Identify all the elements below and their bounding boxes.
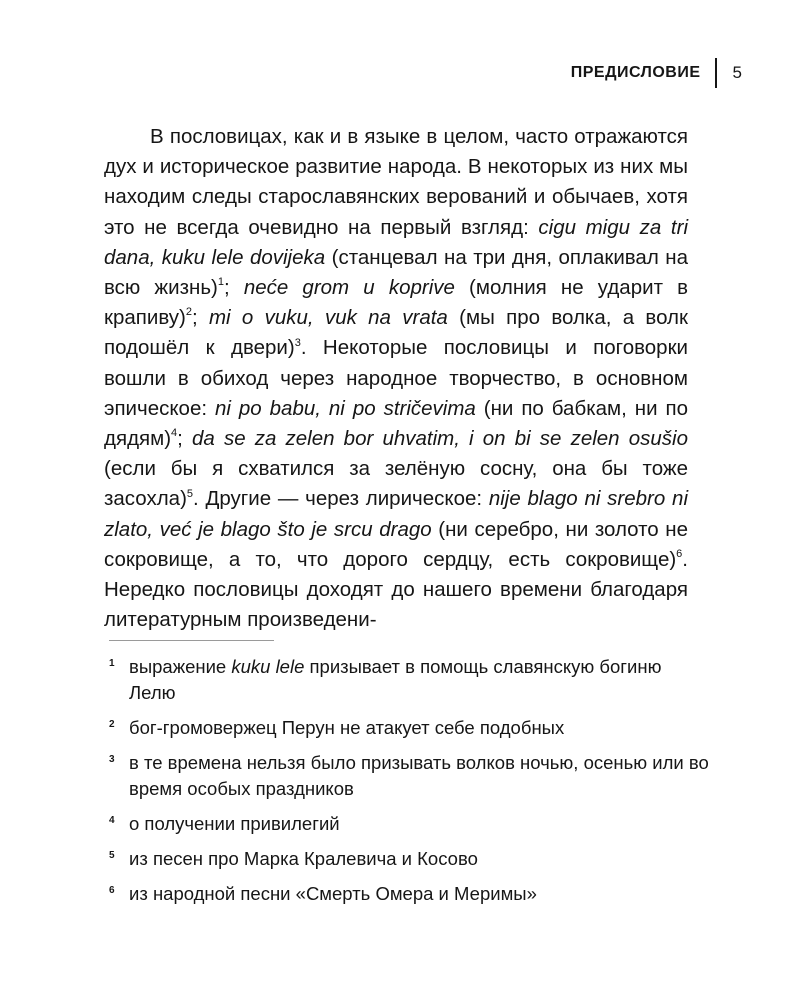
footnote-number: 4	[109, 815, 115, 826]
footnote-text: в те времена нельзя было призывать волков ночью, осенью или во время особых праздников	[129, 752, 709, 799]
footnote-text-part: выражение	[129, 656, 232, 677]
footnote-text-part: призывает в помощь славянскую богиню Лелю	[129, 656, 662, 703]
chapter-title: ПРЕДИСЛОВИЕ	[570, 64, 701, 81]
footnote-ref: 4	[171, 427, 178, 440]
footnote-number: 1	[109, 658, 115, 669]
body-text: (мы про волка, а волк подошёл к двери)	[104, 306, 688, 360]
header-divider	[715, 58, 717, 88]
footnote-text: о получении привилегий	[129, 813, 340, 834]
footnote	[109, 811, 709, 837]
footnote-text	[129, 654, 709, 706]
footnote-ref: 5	[186, 487, 194, 500]
footnote	[109, 654, 709, 706]
body-text: (ни по бабкам, ни по дядям)	[104, 396, 688, 451]
body-text: . Некоторые пословицы и поговорки вошли в обиход через народное творчество, в основном эпическое:	[104, 336, 688, 420]
footnote-separator	[109, 640, 274, 641]
body-text: ;	[223, 276, 244, 300]
running-header	[571, 58, 742, 88]
body-text: (станцевал на три дня, оплакивал на всю жизнь)	[104, 245, 688, 300]
footnote-number: 3	[109, 754, 115, 765]
body-text: (ни серебро, ни золото не сокровище, а то, что дорого сердцу, есть сокровище)	[104, 517, 689, 571]
footnote-italic: kuku lele	[231, 656, 305, 677]
footnote-ref: 2	[185, 306, 192, 319]
footnote	[109, 715, 709, 741]
footnote	[109, 846, 709, 872]
footnote-number: 6	[109, 885, 115, 896]
page-number: 5	[732, 63, 742, 82]
body-paragraph	[104, 122, 688, 635]
proverb-italic: nije blago ni srebro ni zlato, već je blago što je srcu drago	[104, 487, 689, 541]
footnote-list	[109, 654, 709, 916]
proverb-italic: cigu migu za tri dana, kuku lele dovijeka	[104, 215, 688, 269]
footnote-ref: 3	[294, 336, 301, 349]
footnote	[109, 750, 709, 802]
body-text: . Другие — через лирическое:	[193, 487, 489, 511]
footnote-ref: 6	[676, 548, 683, 561]
footnote-text: бог-громовержец Перун не атакует себе подобных	[129, 717, 565, 738]
footnote-number: 5	[109, 850, 115, 861]
body-text: (молния не ударит в крапиву)	[104, 276, 688, 330]
body-text: . Нередко пословицы доходят до нашего времени благодаря литературным произведени-	[104, 547, 688, 632]
proverb-italic: neće grom u koprive	[243, 276, 455, 300]
proverb-italic: ni po babu, ni po stričevima	[215, 396, 476, 420]
body-text: В пословицах, как и в языке в целом, часто отражаются дух и историческое развитие народа. В некоторых из них мы находим следы старославянских верований и обычаев, хотя это не всегда очевидно на первый взгляд:	[104, 125, 688, 239]
footnote-text: из народной песни «Смерть Омера и Меримы»	[129, 883, 537, 904]
body-text: ;	[177, 427, 193, 451]
footnote-number: 2	[109, 719, 115, 730]
proverb-italic: mi o vuku, vuk na vrata	[208, 306, 448, 330]
body-text: (если бы я схватился за зелёную сосну, она бы тоже засохла)	[104, 457, 688, 511]
proverb-italic: da se za zelen bor uhvatim, i on bi se zelen osušio	[192, 427, 688, 451]
body-text: ;	[191, 306, 209, 330]
footnote-text: из песен про Марка Кралевича и Косово	[129, 848, 478, 869]
footnote	[109, 881, 709, 907]
footnote-ref: 1	[217, 276, 224, 289]
